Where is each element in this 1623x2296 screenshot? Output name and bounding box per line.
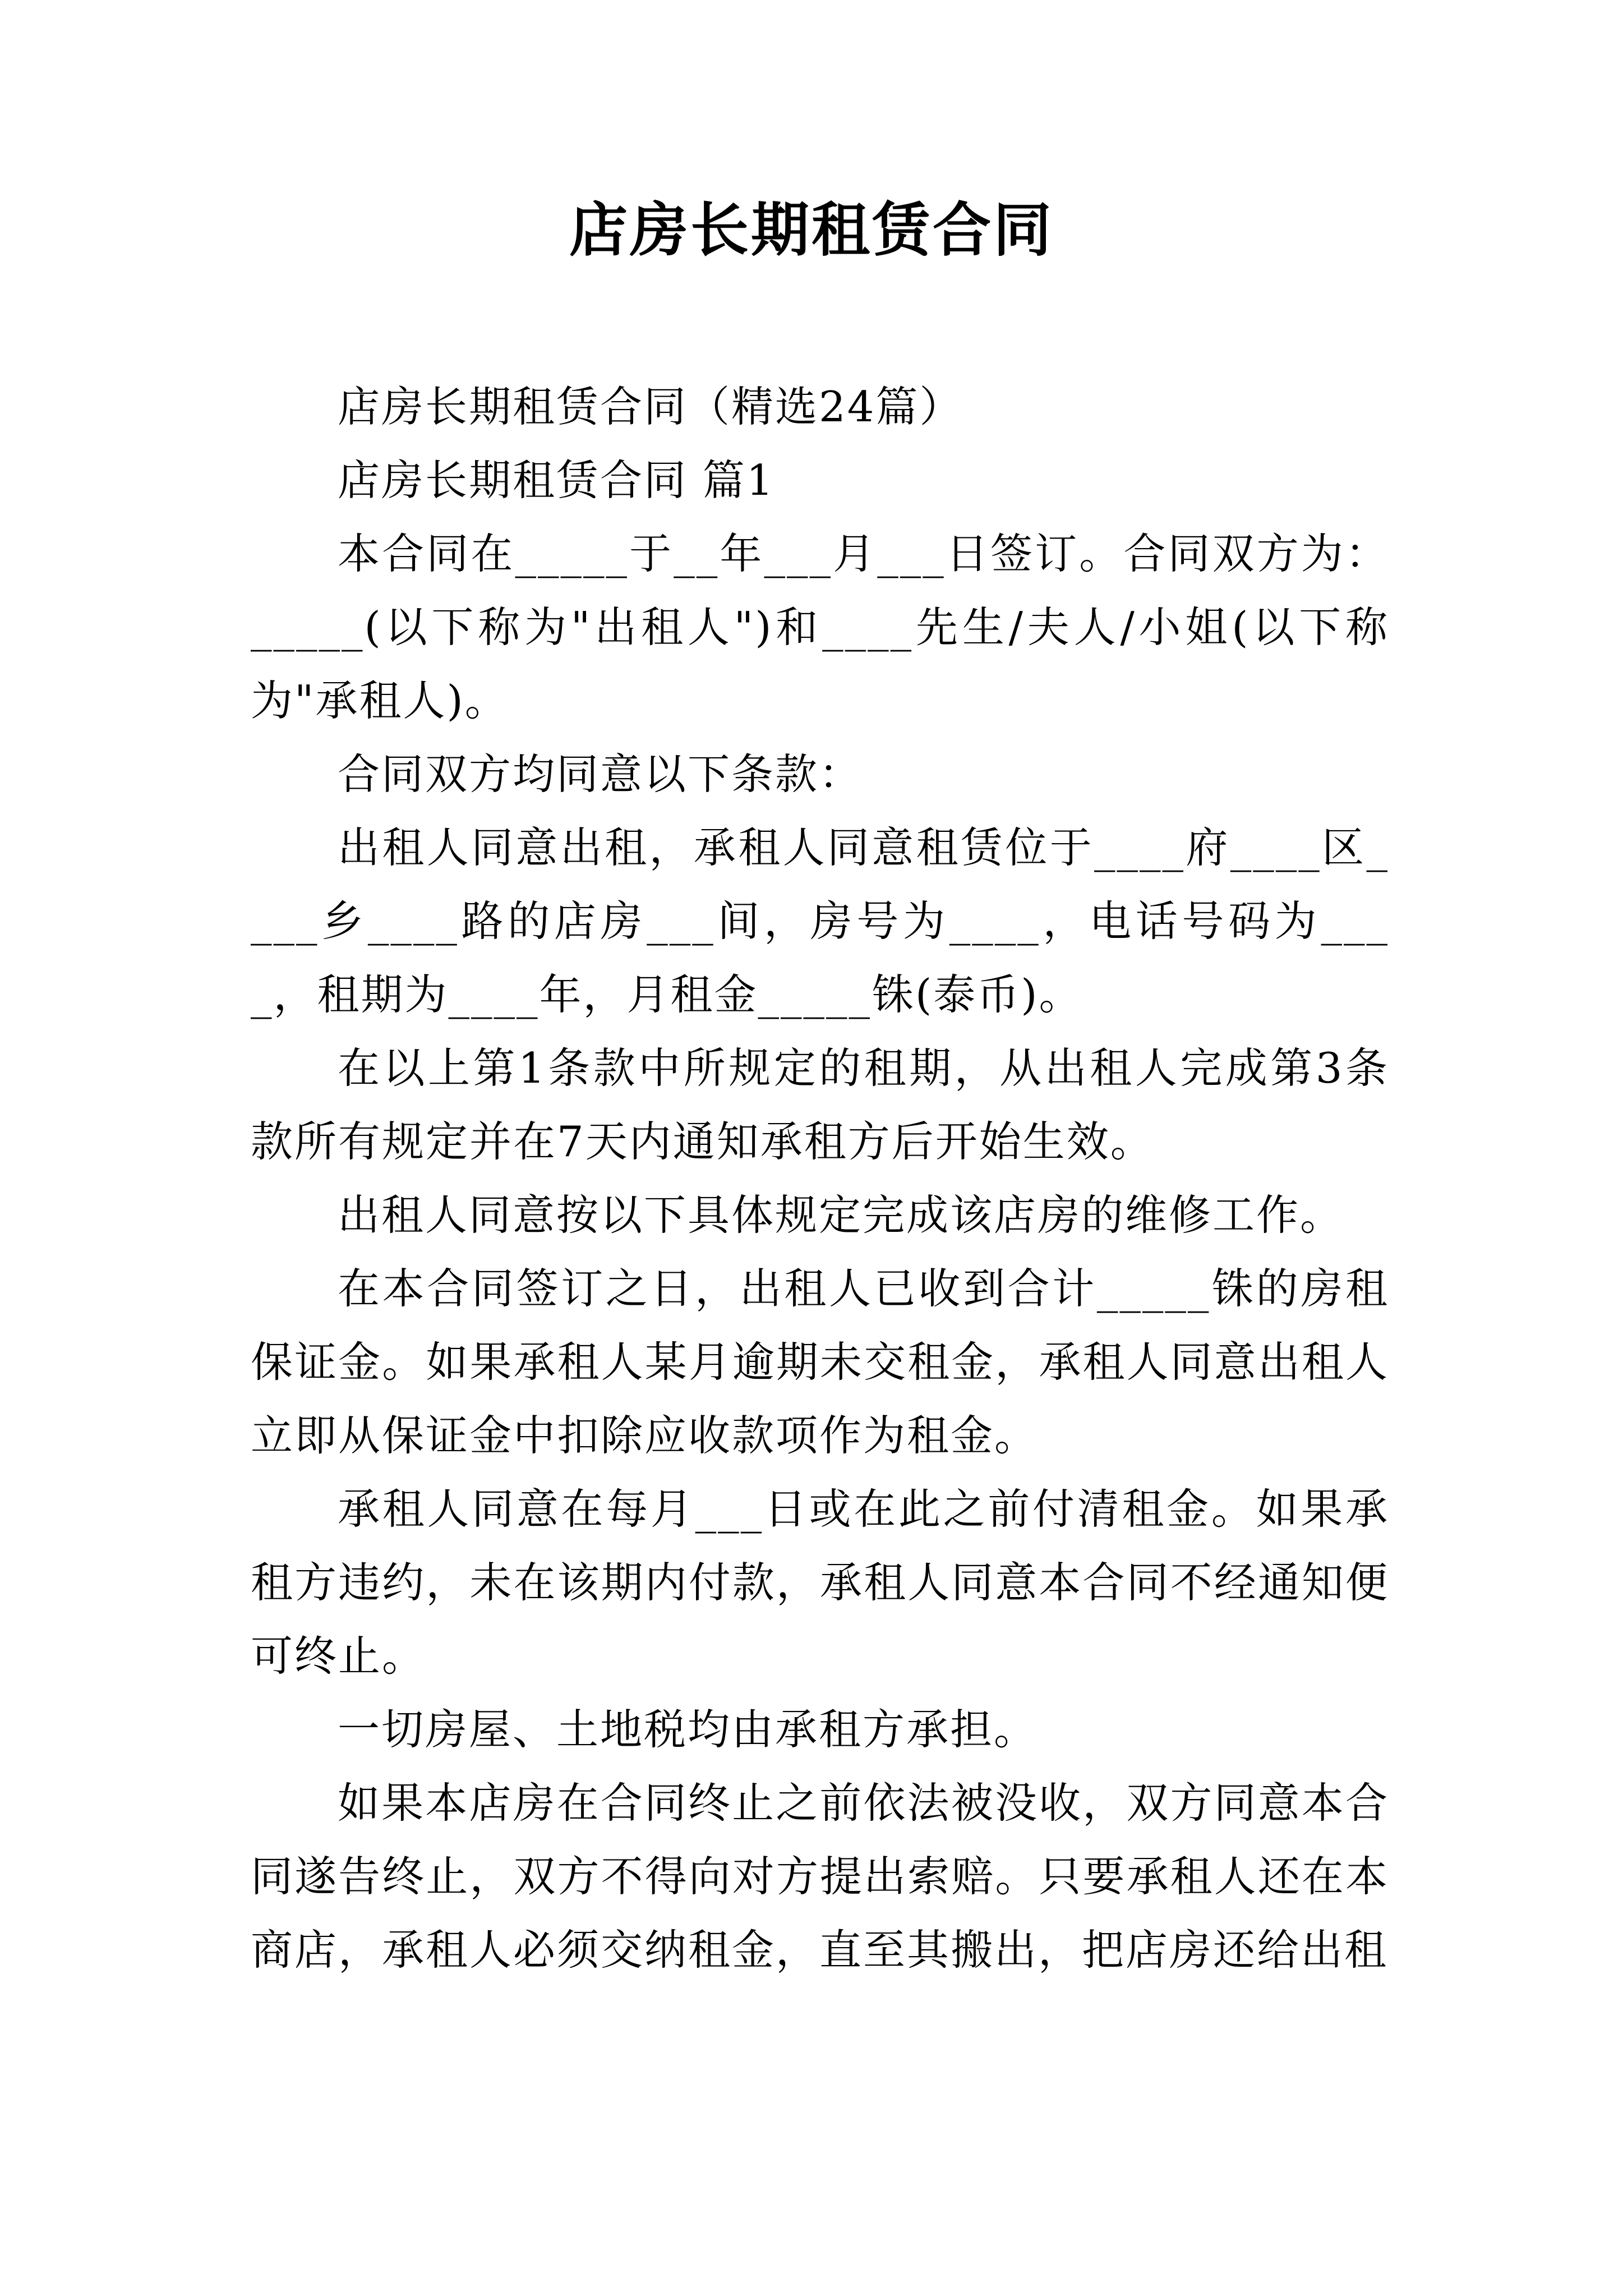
paragraph-term-effective: 在以上第1条款中所规定的租期，从出租人完成第3条款所有规定并在7天内通知承租方后开始生效。 bbox=[251, 1043, 1389, 1166]
paragraph-parties: 本合同在_____于__年___月___日签订。合同双方为：_____(以下称为"出租人")和____先生/夫人/小姐(以下称为"承租人)。 bbox=[251, 529, 1389, 725]
document-title: 店房长期租赁合同 bbox=[569, 195, 1054, 264]
paragraph-section-heading: 店房长期租赁合同 篇1 bbox=[338, 455, 775, 505]
paragraph-lease-details: 出租人同意出租，承租人同意租赁位于____府____区____乡____路的店房___间，房号为____，电话号码为____，租期为____年，月租金_____铢(泰币)。 bbox=[251, 823, 1389, 1019]
paragraph-deposit: 在本合同签订之日，出租人已收到合计_____铢的房租保证金。如果承租人某月逾期未交租金，承租人同意出租人立即从保证金中扣除应收款项作为租金。 bbox=[251, 1264, 1389, 1460]
paragraph-agreement-intro: 合同双方均同意以下条款： bbox=[338, 749, 863, 799]
paragraph-taxes: 一切房屋、土地税均由承租方承担。 bbox=[338, 1705, 1038, 1754]
paragraph-confiscation: 如果本店房在合同终止之前依法被没收，双方同意本合同遂告终止，双方不得向对方提出索赔。只要承租人还在本商店，承租人必须交纳租金，直至其搬出，把店房还给出租 bbox=[251, 1778, 1389, 1975]
paragraph-subtitle: 店房长期租赁合同（精选24篇） bbox=[338, 382, 963, 431]
document-body bbox=[251, 370, 1389, 1987]
paragraph-repairs: 出租人同意按以下具体规定完成该店房的维修工作。 bbox=[338, 1190, 1344, 1240]
paragraph-payment: 承租人同意在每月___日或在此之前付清租金。如果承租方违约，未在该期内付款，承租人同意本合同不经通知便可终止。 bbox=[251, 1484, 1389, 1681]
